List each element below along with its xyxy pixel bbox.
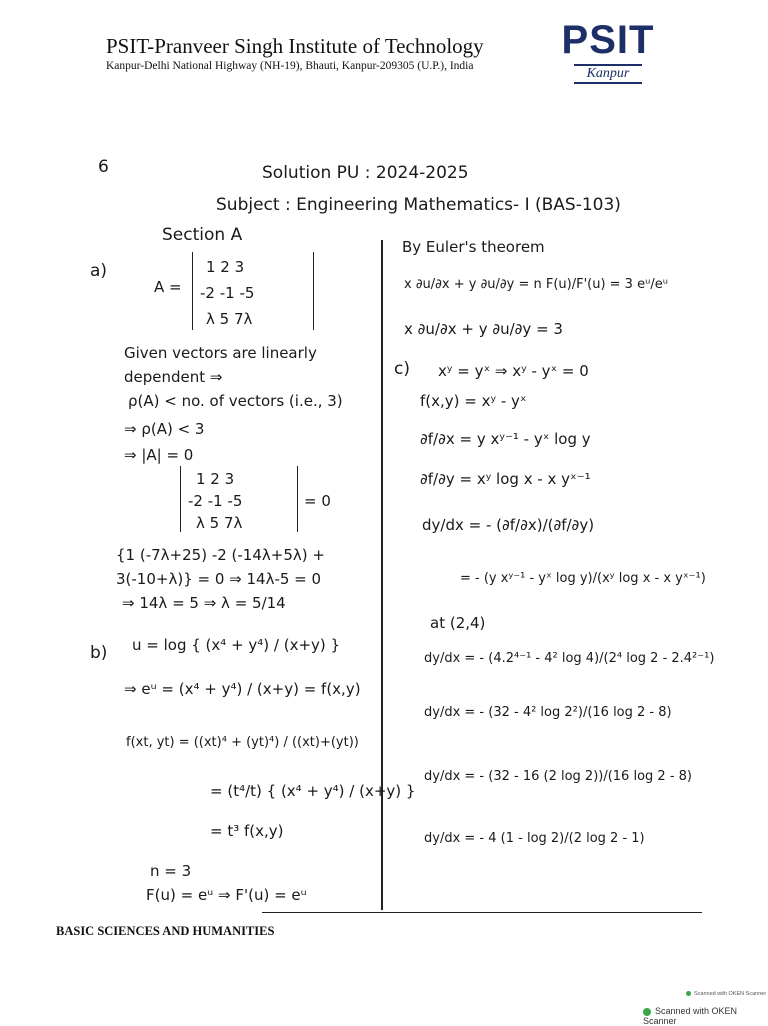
scanner-watermark-small [686, 991, 766, 997]
matrix-lhs: A = [154, 278, 182, 296]
left-line-dependent: dependent ⇒ [124, 368, 223, 386]
det-equals-zero: = 0 [304, 492, 331, 510]
psit-logo [560, 18, 656, 84]
euler-equation: x ∂u/∂x + y ∂u/∂y = n F(u)/F'(u) = 3 eᵘ/eᵘ [404, 277, 668, 292]
expansion-line-2: 3(-10+λ)} = 0 ⇒ 14λ-5 = 0 [116, 570, 322, 588]
institute-name: PSIT-Pranveer Singh Institute of Technology [106, 34, 484, 58]
logo-subtext: Kanpur [574, 64, 642, 84]
department-footer: BASIC SCIENCES AND HUMANITIES [56, 924, 275, 938]
t-cubed-line: = t³ f(x,y) [210, 822, 284, 840]
f-definition: f(x,y) = xʸ - yˣ [420, 392, 527, 410]
dy-dx-formula: dy/dx = - (∂f/∂x)/(∂f/∂y) [422, 516, 595, 534]
eu-homogeneous: ⇒ eᵘ = (x⁴ + y⁴) / (x+y) = f(x,y) [124, 680, 361, 698]
subject-line: Subject : Engineering Mathematics- I (BAS-103) [216, 195, 621, 215]
matrix-a-row-1: 1 2 3 [206, 258, 245, 276]
fxt-yt-line: f(xt, yt) = ((xt)⁴ + (yt)⁴) / ((xt)+(yt)) [126, 735, 359, 750]
partial-f-y: ∂f/∂y = xʸ log x - x yˣ⁻¹ [420, 470, 591, 488]
scanner-text: Scanned with OKEN Scanner [643, 1006, 738, 1026]
matrix-a-row-3: λ 5 7λ [206, 310, 253, 328]
solution-title: Solution PU : 2024-2025 [262, 163, 469, 183]
institute-address: Kanpur-Delhi National Highway (NH-19), Bhauti, Kanpur-209305 (U.P.), India [106, 60, 474, 72]
bottom-rule [262, 912, 702, 913]
column-divider [381, 240, 383, 910]
expansion-line-1: {1 (-7λ+25) -2 (-14λ+5λ) + [116, 546, 325, 564]
u-definition: u = log { (x⁴ + y⁴) / (x+y) } [132, 636, 341, 654]
implicit-equation: xʸ = yˣ ⇒ xʸ - yˣ = 0 [438, 362, 589, 380]
euler-result: x ∂u/∂x + y ∂u/∂y = 3 [404, 320, 563, 338]
degree-n: n = 3 [150, 862, 192, 880]
scanner-logo-icon [686, 991, 691, 996]
section-heading: Section A [162, 225, 243, 245]
part-a-label: a) [90, 261, 108, 281]
partial-f-x: ∂f/∂x = y xʸ⁻¹ - yˣ log y [420, 430, 591, 448]
euler-heading: By Euler's theorem [402, 238, 545, 256]
part-c-label: c) [394, 359, 410, 379]
dy-dx-step-1: dy/dx = - (4.2⁴⁻¹ - 4² log 4)/(2⁴ log 2 - 2.4²⁻¹) [424, 651, 715, 666]
left-line-rank: ρ(A) < no. of vectors (i.e., 3) [128, 392, 343, 410]
dy-dx-final: dy/dx = - 4 (1 - log 2)/(2 log 2 - 1) [424, 831, 645, 846]
det-row-1: 1 2 3 [196, 470, 235, 488]
left-line-rank-less: ⇒ ρ(A) < 3 [124, 420, 205, 438]
dy-dx-step-2: dy/dx = - (32 - 4² log 2²)/(16 log 2 - 8) [424, 705, 672, 720]
scanner-small-text: Scanned with OKEN Scanner [694, 991, 767, 997]
matrix-a-row-2: -2 -1 -5 [200, 284, 255, 302]
part-b-label: b) [90, 643, 108, 663]
lambda-result: ⇒ 14λ = 5 ⇒ λ = 5/14 [122, 594, 286, 612]
f-of-u-line: F(u) = eᵘ ⇒ F'(u) = eᵘ [146, 886, 307, 904]
t-factor-line: = (t⁴/t) { (x⁴ + y⁴) / (x+y) } [210, 782, 416, 800]
scanner-watermark [643, 1006, 768, 1026]
page-mark: 6 [98, 157, 109, 177]
det-row-2: -2 -1 -5 [188, 492, 243, 510]
left-line-linearly: Given vectors are linearly [124, 344, 317, 362]
dy-dx-step-3: dy/dx = - (32 - 16 (2 log 2))/(16 log 2 - 8) [424, 769, 692, 784]
logo-text: PSIT [561, 18, 655, 62]
det-row-3: λ 5 7λ [196, 514, 243, 532]
dy-dx-substituted: = - (y xʸ⁻¹ - yˣ log y)/(xʸ log x - x yˣ⁻¹) [460, 571, 706, 586]
at-point: at (2,4) [430, 614, 486, 632]
left-line-det-zero: ⇒ |A| = 0 [124, 446, 194, 464]
scanner-logo-icon [643, 1008, 651, 1016]
